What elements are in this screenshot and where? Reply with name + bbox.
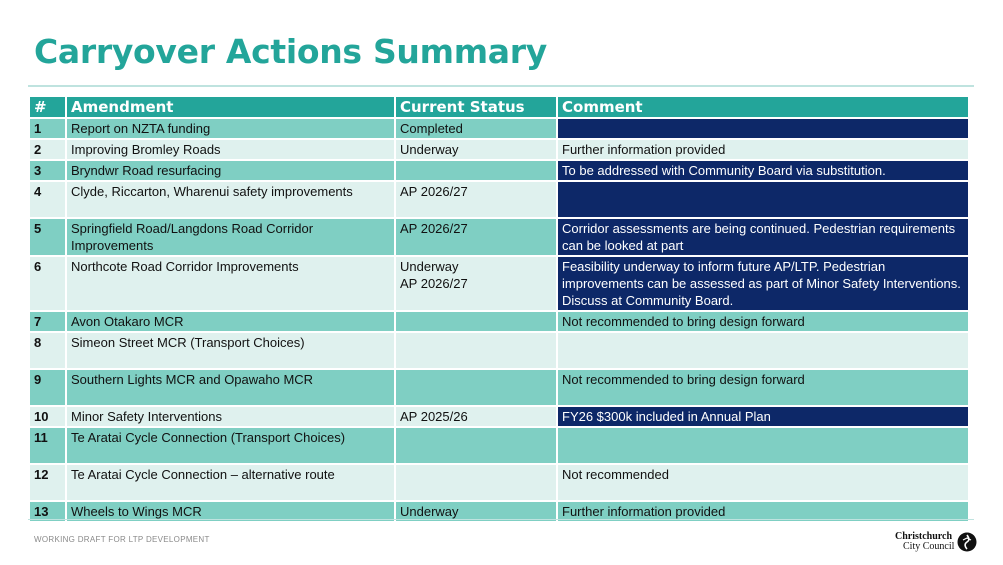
row-status bbox=[396, 140, 556, 159]
row-comment: Feasibility underway to inform future AP/LTP. Pedestrian improvements can be assessed as part of Minor Safety Interventions. Discuss at Community Board. bbox=[558, 257, 968, 310]
status-value: Completed bbox=[400, 121, 463, 136]
row-status bbox=[396, 370, 556, 405]
row-status bbox=[396, 428, 556, 463]
row-status bbox=[396, 465, 556, 500]
row-number: 3 bbox=[30, 161, 65, 180]
row-amendment: Report on NZTA funding bbox=[67, 119, 394, 138]
council-logo bbox=[895, 532, 977, 552]
table-header-row bbox=[30, 97, 968, 117]
row-number: 12 bbox=[30, 465, 65, 500]
row-amendment: Wheels to Wings MCR bbox=[67, 502, 394, 521]
row-comment: Not recommended to bring design forward bbox=[558, 312, 968, 331]
row-comment bbox=[558, 428, 968, 463]
row-comment bbox=[558, 119, 968, 138]
logo-line-2: City Council bbox=[903, 541, 955, 552]
row-comment bbox=[558, 182, 968, 217]
row-amendment: Improving Bromley Roads bbox=[67, 140, 394, 159]
row-amendment: Bryndwr Road resurfacing bbox=[67, 161, 394, 180]
table-row bbox=[30, 370, 968, 405]
row-number: 4 bbox=[30, 182, 65, 217]
table-row bbox=[30, 333, 968, 368]
row-number: 5 bbox=[30, 219, 65, 255]
row-status bbox=[396, 333, 556, 368]
table-row bbox=[30, 140, 968, 159]
title-divider bbox=[28, 85, 974, 87]
row-comment: Corridor assessments are being continued. Pedestrian requirements can be looked at part bbox=[558, 219, 968, 255]
page-title: Carryover Actions Summary bbox=[34, 32, 547, 71]
status-value: Underway bbox=[400, 504, 459, 519]
row-status bbox=[396, 161, 556, 180]
row-comment: Further information provided bbox=[558, 140, 968, 159]
status-value: AP 2025/26 bbox=[400, 409, 468, 424]
row-comment: Further information provided bbox=[558, 502, 968, 521]
row-comment: Not recommended bbox=[558, 465, 968, 500]
column-header-comment: Comment bbox=[558, 97, 968, 117]
carryover-actions-table bbox=[28, 95, 970, 523]
footer-draft-label: WORKING DRAFT FOR LTP DEVELOPMENT bbox=[34, 535, 210, 544]
status-value: AP 2026/27 bbox=[400, 276, 468, 291]
row-amendment: Avon Otakaro MCR bbox=[67, 312, 394, 331]
row-status bbox=[396, 219, 556, 255]
row-comment: To be addressed with Community Board via substitution. bbox=[558, 161, 968, 180]
row-status bbox=[396, 182, 556, 217]
row-comment: Not recommended to bring design forward bbox=[558, 370, 968, 405]
row-amendment: Springfield Road/Langdons Road Corridor Improvements bbox=[67, 219, 394, 255]
row-number: 2 bbox=[30, 140, 65, 159]
status-value: Underway bbox=[400, 259, 459, 274]
row-number: 8 bbox=[30, 333, 65, 368]
row-comment bbox=[558, 333, 968, 368]
row-number: 7 bbox=[30, 312, 65, 331]
row-amendment: Simeon Street MCR (Transport Choices) bbox=[67, 333, 394, 368]
status-value: AP 2026/27 bbox=[400, 221, 468, 236]
logo-line-1: Christchurch bbox=[895, 531, 953, 542]
row-comment: FY26 $300k included in Annual Plan bbox=[558, 407, 968, 426]
row-amendment: Te Aratai Cycle Connection – alternative route bbox=[67, 465, 394, 500]
table-row bbox=[30, 119, 968, 138]
row-status bbox=[396, 119, 556, 138]
row-status bbox=[396, 312, 556, 331]
row-number: 6 bbox=[30, 257, 65, 310]
table-row bbox=[30, 428, 968, 463]
table-row bbox=[30, 407, 968, 426]
row-number: 11 bbox=[30, 428, 65, 463]
table-row bbox=[30, 312, 968, 331]
table-body bbox=[30, 119, 968, 521]
table-row bbox=[30, 465, 968, 500]
column-header-number: # bbox=[30, 97, 65, 117]
column-header-amendment: Amendment bbox=[67, 97, 394, 117]
row-status bbox=[396, 407, 556, 426]
status-value: AP 2026/27 bbox=[400, 184, 468, 199]
row-amendment: Northcote Road Corridor Improvements bbox=[67, 257, 394, 310]
table-row bbox=[30, 257, 968, 310]
row-amendment: Te Aratai Cycle Connection (Transport Choices) bbox=[67, 428, 394, 463]
table-row bbox=[30, 182, 968, 217]
table-row bbox=[30, 161, 968, 180]
council-emblem-icon bbox=[957, 532, 977, 552]
status-value: Underway bbox=[400, 142, 459, 157]
footer-divider bbox=[28, 519, 974, 520]
row-number: 1 bbox=[30, 119, 65, 138]
row-number: 9 bbox=[30, 370, 65, 405]
column-header-status: Current Status bbox=[396, 97, 556, 117]
table-row bbox=[30, 219, 968, 255]
row-status bbox=[396, 257, 556, 310]
row-amendment: Clyde, Riccarton, Wharenui safety improvements bbox=[67, 182, 394, 217]
row-number: 13 bbox=[30, 502, 65, 521]
row-amendment: Minor Safety Interventions bbox=[67, 407, 394, 426]
row-amendment: Southern Lights MCR and Opawaho MCR bbox=[67, 370, 394, 405]
row-number: 10 bbox=[30, 407, 65, 426]
